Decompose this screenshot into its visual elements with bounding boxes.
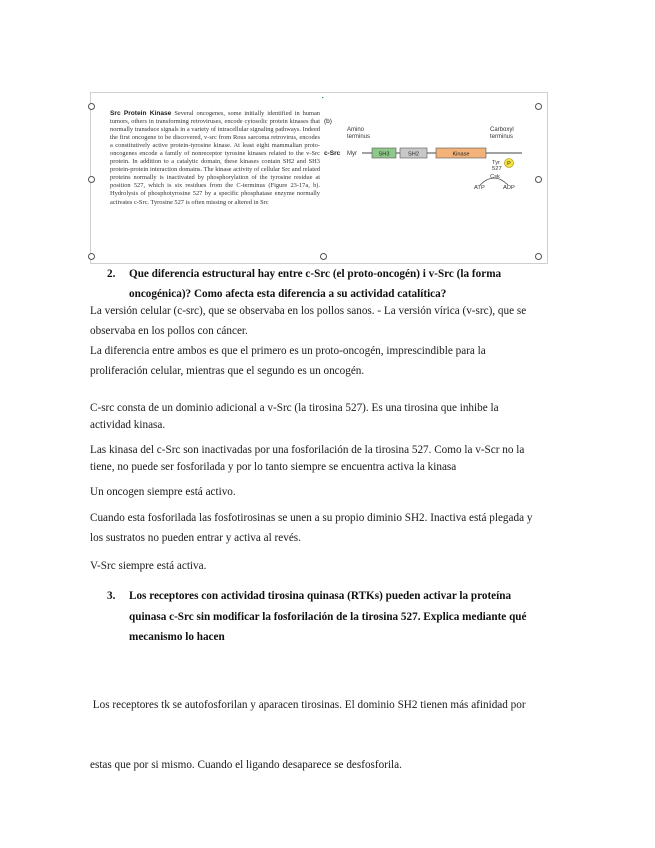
sh2-label: SH2 [408,151,419,158]
question-3-line2: quinasa c-Src sin modificar la fosforilación de la tirosina 527. Explica mediante qué [129,610,527,623]
answer-3-line2: estas que por si mismo. Cuando el ligando desaparece se desfosforila. [90,759,402,771]
question-3 [107,586,526,648]
resize-handle-top-left[interactable] [88,103,95,110]
answer-2-p6-line1: Cuando esta fosforilada las fosfotirosinas se unen a su propio diminio SH2. Inactiva está plegada y [90,512,533,524]
figure-sidebar-body: Several oncogenes, some initially identified in human tumors, others in transforming retroviruses, encode cytosolic protein kinases that normally transduce signals in a variety of intracellular signaling pathways. Indeed the first oncogene to be discovered, v-src from Rous sarcoma retrovirus, encodes a constitutively active protein-tyrosine kinase. At least eight mammalian proto-oncogenes encode a family of nonreceptor tyrosine kinases related to the v-Src protein. In addition to a catalytic domain, these kinases contain SH2 and SH3 protein-protein interaction domains. The kinase activity of cellular Src and related proteins normally is inactivated by phosphorylation of the tyrosine residue at position 527, which is six residues from the C-terminus (Figure 23-17a, b). Hydrolysis of phosphotyrosine 527 by a specific phosphatase enzyme normally activates c-Src. Tyrosine 527 is often missing or altered in Src [110,110,321,206]
answer-2-p7: V-Src siempre está activa. [90,560,207,572]
question-3-line3: mecanismo lo hacen [129,631,225,643]
amino-label-1: Amino [347,127,365,133]
answer-2-paragraph-5 [90,482,565,502]
answer-2-p3-line1: C-src consta de un dominio adicional a v-Src (la tirosina 527). Es una tirosina que inhibe la [90,402,499,414]
sh3-label: SH3 [378,151,390,158]
kinase-label: Kinase [452,151,470,158]
question-2 [107,264,501,304]
tyr-label: Tyr [492,160,501,166]
answer-2-p4-line2: tiene, no puede ser fosforilada y por lo tanto siempre se encuentra activa la kinasa [90,461,457,473]
answer-2-p3-line2: actividad kinasa. [90,419,166,431]
atp-label: ATP [474,185,485,191]
src-domain-svg [322,97,542,257]
answer-2-p2-line1: La diferencia entre ambos es que el primero es un proto-oncogén, imprescindible para la [90,345,486,357]
answer-3-line1: Los receptores tk se autofosforilan y aparacen tirosinas. El dominio SH2 tienen más afinidad por [90,699,526,711]
answer-2-paragraph-4 [90,442,565,476]
answer-2-paragraph-3 [90,400,565,434]
figure-sidebar-text [110,110,320,207]
carboxyl-label-1: Carboxyl [490,127,514,133]
question-3-number: 3. [107,590,116,602]
question-2-line2: oncogénica)? Como afecta esta diferencia a su actividad catalítica? [129,288,447,300]
myr-label: Myr [347,151,357,157]
answer-2-p1-line1: La versión celular (c-src), que se observaba en los pollos sanos. - La versión vírica (v-src), que se [90,305,527,317]
phosphate-label: P [507,161,511,168]
answer-2-paragraph-2 [90,341,565,381]
question-3-line1: Los receptores con actividad tirosina quinasa (RTKs) pueden activar la proteína [129,590,512,602]
answer-3-paragraph [90,655,565,795]
textbook-figure [90,92,548,264]
figure-sidebar-title: Src Protein Kinase [110,110,172,117]
carboxyl-label-2: terminus [490,134,514,140]
answer-2-paragraph-6 [90,508,565,548]
answer-2-p5: Un oncogen siempre está activo. [90,486,236,498]
csk-label: Csk [490,174,500,180]
question-2-line1: Que diferencia estructural hay entre c-Src (el proto-oncogén) i v-Src (la forma [129,268,502,280]
rotate-handle[interactable] [322,97,324,98]
answer-2-paragraph-7 [90,556,565,576]
panel-label: (b) [324,118,332,125]
answer-2-paragraph-1 [90,301,565,341]
resize-handle-bottom-left[interactable] [88,253,95,260]
resize-handle-middle-left[interactable] [88,176,95,183]
answer-2-p4-line1: Las kinasa del c-Src son inactivadas por una fosforilación de la tirosina 527. Como la v-Scr no la [90,444,525,456]
adp-label: ADP [503,185,515,191]
src-domain-diagram [322,97,542,257]
amino-label-2: terminus [347,134,371,140]
answer-2-p6-line2: los sustratos no pueden entrar y activa al revés. [90,532,301,544]
protein-label: c-Src [324,150,341,157]
question-2-number: 2. [107,268,116,280]
answer-2-p2-line2: proliferación celular, mientras que el segundo es un oncogén. [90,365,365,377]
answer-2-p1-line2: observaba en los pollos con cáncer. [90,325,248,337]
tyr-number: 527 [492,166,502,172]
